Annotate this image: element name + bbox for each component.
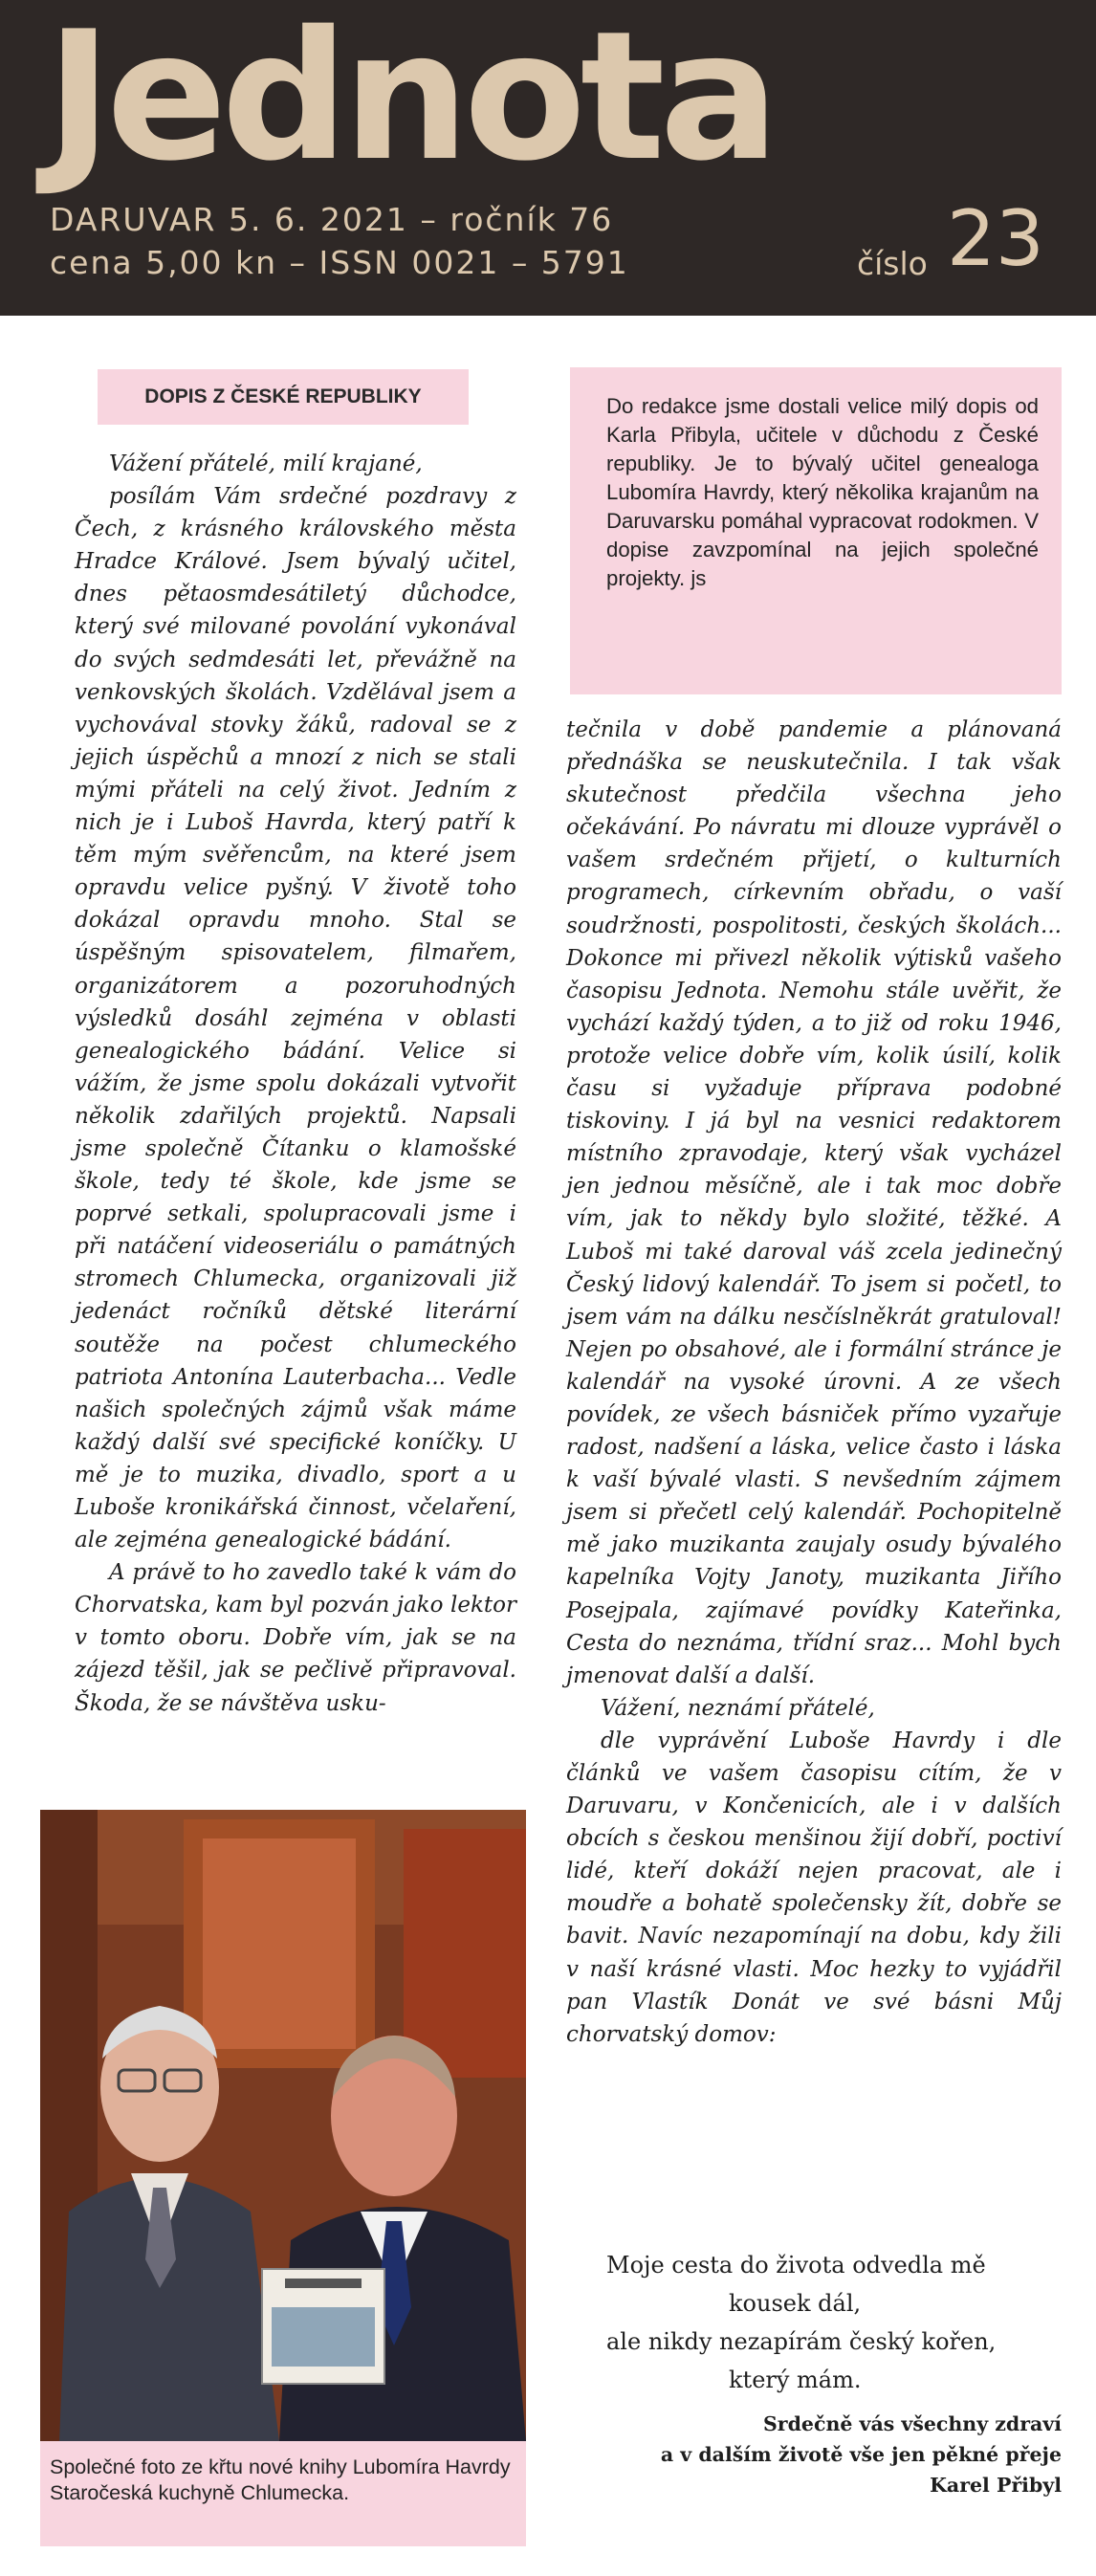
signoff-line: Srdečně vás všechny zdraví	[762, 2412, 1062, 2435]
signoff-author: Karel Přibyl	[930, 2474, 1062, 2497]
article-column-left	[75, 448, 516, 1720]
newspaper-logo: Jednota	[46, 0, 775, 200]
letter-paragraph-3: dle vyprávění Luboše Havrdy i dle článků ve vašem časopisu cítím, že v Daruvaru, v Končenicích, ale i v dalších obcích s českou menšinou žijí dobří, poctiví lidé, kteří dokáží nejen pracovat, ale i moudře a bohatě společensky žít, dobře se bavit. Navíc nezapomínají na dobu, kdy žili v naší krásné vlasti. Moc hezky to vyjádřil pan Vlastík Donát ve své básni Můj chorvatský domov:	[566, 1728, 1062, 2047]
price-issn: cena 5,00 kn – ISSN 0021 – 5791	[50, 244, 629, 281]
issue-label: číslo	[857, 245, 928, 282]
issue-number: 23	[947, 194, 1044, 283]
issue-date-volume: DARUVAR 5. 6. 2021 – ročník 76	[50, 201, 614, 238]
poem-line: Moje cesta do života odvedla mě	[606, 2252, 986, 2279]
signoff-line: a v dalším životě vše jen pěkné přeje	[660, 2443, 1062, 2466]
photo-caption: Společné foto ze křtu nové knihy Lubomíra Havrdy Staročeská kuchyně Chlumecka.	[40, 2441, 526, 2546]
poem-quote	[566, 2246, 1062, 2399]
article-column-right	[566, 714, 1062, 2051]
intro-text: Do redakce jsme dostali velice milý dopis od Karla Přibyla, učitele v důchodu z České republiky. Je to bývalý učitel genealoga Lubomíra Havrdy, který několika krajanům na Daruvarsku pomáhal vypracovat rodokmen. V dopise zavzpomínal na jejich společné projekty. js	[606, 394, 1039, 590]
event-photo	[40, 1810, 526, 2441]
masthead	[0, 0, 1096, 316]
intro-box	[570, 367, 1062, 694]
letter-paragraph-2-start: A právě to ho zavedlo také k vám do Chorvatska, kam byl pozván jako lektor v tomto oboru. Dobře vím, jak se na zájezd těšil, jak se pečlivě připravoval. Škoda, že se návštěva usku-	[75, 1560, 516, 1716]
letter-paragraph-2-continued: tečnila v době pandemie a plánovaná přednáška se neuskutečnila. I tak však skutečnost předčila všechna jeho očekávání. Po návratu mi dlouze vyprávěl o vašem srdečném přijetí, o kulturních programech, církevním obřadu, o vaší soudržnosti, pospolitosti, českých školách... Dokonce mi přivezl několik výtisků vašeho časopisu Jednota. Nemohu stále uvěřit, že vychází každý týden, a to již od roku 1946, protože velice dobře vím, kolik úsilí, kolik času si vyžaduje příprava podobné tiskoviny. I já byl na vesnici redaktorem místního zpravodaje, který však vycházel jen jednou měsíčně, ale i tak moc dobře vím, jak to někdy bylo složité, těžké. A Luboš mi také daroval váš zcela jedinečný Český lidový kalendář. To jsem si početl, to jsem vám na dálku nesčíslněkrát gratuloval! Nejen po obsahové, ale i formální stránce je kalendář na vysoké úrovni. A ze všech povídek, ze všech básniček přímo vyzařuje radost, nadšení a láska, velice často i láska k vaší bývalé vlasti. S nevšedním zájmem jsem si přečetl celý kalendář. Pochopitelně mě jako muzikanta zaujaly osudy bývalého kapelníka Vojty Janoty, muzikanta Jiřího Posejpala, zajímavé povídky Kateřinka, Cesta do neznáma, třídní sraz... Mohl bych jmenovat další a další.	[566, 717, 1062, 1688]
letter-salutation: Vážení přátelé, milí krajané,	[109, 451, 423, 476]
poem-line: kousek dál,	[729, 2290, 862, 2317]
poem-line: ale nikdy nezapírám český kořen,	[606, 2328, 997, 2355]
letter-signoff	[566, 2409, 1062, 2500]
section-rubric: DOPIS Z ČESKÉ REPUBLIKY	[98, 369, 469, 425]
letter-salutation-2: Vážení, neznámí přátelé,	[601, 1695, 875, 1721]
poem-line: který mám.	[729, 2367, 862, 2393]
letter-paragraph-1: posílám Vám srdečné pozdravy z Čech, z krásného královského města Hradce Králové. Jsem bývalý učitel, dnes pětaosmdesátiletý důchodce, který své milované povolání vykonával do svých sedmdesáti let, převážně na venkovských školách. Vzdělával jsem a vychovával stovky žáků, radoval se z jejich úspěchů a mnozí z nich se stali mými přáteli na celý život. Jedním z nich je i Luboš Havrda, který patří k těm mým svěřencům, na které jsem opravdu velice pyšný. V životě toho dokázal opravdu mnoho. Stal se úspěšným spisovatelem, filmařem, organizátorem a pozoruhodných výsledků dosáhl zejména v oblasti genealogického bádání. Velice si vážím, že jsme spolu dokázali vytvořit několik zdařilých projektů. Napsali jsme společně Čítanku o klamošské škole, tedy té škole, kde jsme se poprvé setkali, spolupracovali jsme i při natáčení videoseriálu o památných stromech Chlumecka, organizovali již jedenáct ročníků dětské literární soutěže na počest chlumeckého patriota Antonína Lauterbacha... Vedle našich společných zájmů však máme každý další své specifické koníčky. U mě je to muzika, divadlo, sport a u Luboše kronikářská činnost, včelaření, ale zejména genealogické bádání.	[75, 484, 516, 1553]
